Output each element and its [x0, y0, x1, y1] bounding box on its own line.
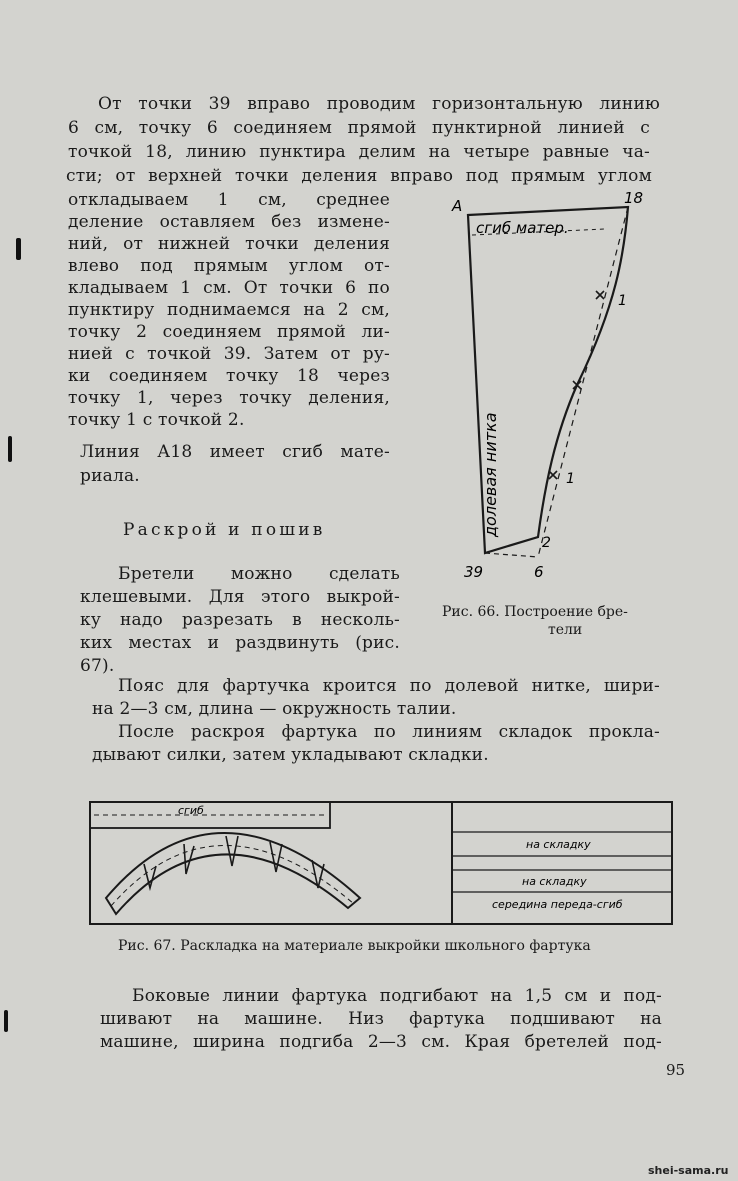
label-grain: долевая нитка — [481, 412, 500, 537]
text-line: 6 см, точку 6 соединяем прямой пунктирной линией с — [68, 118, 650, 138]
text-line: влево под прямым углом от- — [68, 256, 390, 276]
scan-blemish — [8, 436, 12, 462]
text-line: ку надо разрезать в несколь- — [80, 610, 400, 630]
text-line: дывают силки, затем укладывают складки. — [92, 745, 489, 765]
text-line: точку 1 с точкой 2. — [68, 410, 245, 430]
label-pleat-2: на складку — [522, 875, 587, 888]
text-line: на 2—3 см, длина — окружность талии. — [92, 699, 457, 719]
scan-blemish — [16, 238, 21, 260]
cross-mark — [573, 381, 581, 389]
figure-66-caption-line1: Рис. 66. Построение бре- — [442, 604, 628, 620]
label-fold: сгиб матер. — [476, 219, 569, 237]
text-line: клешевыми. Для этого выкрой- — [80, 587, 400, 607]
label-a: А — [452, 197, 463, 215]
label-1-top: 1 — [618, 293, 627, 309]
page-number: 95 — [666, 1061, 686, 1079]
text-line: пунктиру поднимаемся на 2 см, — [68, 300, 390, 320]
dashed-guide-line — [538, 207, 628, 557]
dashed-base-line — [485, 553, 538, 557]
cross-marks — [549, 291, 604, 479]
text-line: машине, ширина подгиба 2—3 см. Края бретелей под- — [100, 1032, 662, 1052]
label-18: 18 — [624, 189, 644, 207]
text-line: деление оставляем без измене- — [68, 212, 390, 232]
section-heading: Раскрой и пошив — [123, 520, 326, 540]
text-line: Пояс для фартучка кроится по долевой нитке, шири- — [118, 676, 660, 696]
text-line: шивают на машине. Низ фартука подшивают на — [100, 1009, 662, 1029]
text-line: риала. — [80, 466, 140, 486]
text-line: 67). — [80, 656, 115, 676]
text-line: После раскроя фартука по линиям складок прокла- — [118, 722, 660, 742]
cross-mark — [596, 291, 604, 299]
text-line: Боковые линии фартука подгибают на 1,5 см и под- — [132, 986, 662, 1006]
label-center-fold: середина переда-сгиб — [492, 898, 623, 911]
text-line: нией с точкой 39. Затем от ру- — [68, 344, 390, 364]
text-line: сти; от верхней точки деления вправо под прямым углом — [66, 166, 652, 186]
site-watermark: shei-sama.ru — [648, 1164, 729, 1177]
text-line: точкой 18, линию пунктира делим на четыре равные ча- — [68, 142, 650, 162]
figure-67-caption: Рис. 67. Раскладка на материале выкройки школьного фартука — [118, 938, 591, 954]
scan-blemish — [4, 1010, 8, 1032]
text-line: точку 2 соединяем прямой ли- — [68, 322, 390, 342]
wedge — [226, 836, 238, 866]
text-line: ний, от нижней точки деления — [68, 234, 390, 254]
figure-66-strap-pattern — [440, 185, 660, 585]
text-line: Бретели можно сделать — [118, 564, 400, 584]
label-39: 39 — [464, 563, 484, 581]
label-2: 2 — [542, 535, 551, 551]
text-line: ки соединяем точку 18 через — [68, 366, 390, 386]
cross-mark — [549, 471, 557, 479]
label-1-bottom: 1 — [566, 471, 575, 487]
text-line: кладываем 1 см. От точки 6 по — [68, 278, 390, 298]
figure-67-layout — [86, 786, 678, 931]
text-line: ких местах и раздвинуть (рис. — [80, 633, 400, 653]
strap-wedges — [144, 836, 324, 888]
text-line: Линия А18 имеет сгиб мате- — [80, 442, 390, 462]
text-line: точку 1, через точку деления, — [68, 388, 390, 408]
label-pleat-1: на складку — [526, 838, 591, 851]
label-6: 6 — [534, 563, 544, 581]
figure-66-caption-line2: тели — [548, 622, 583, 638]
label-fold: сгиб — [178, 804, 204, 817]
text-line: От точки 39 вправо проводим горизонтальную линию — [98, 94, 660, 114]
text-line: откладываем 1 см, среднее — [68, 190, 390, 210]
